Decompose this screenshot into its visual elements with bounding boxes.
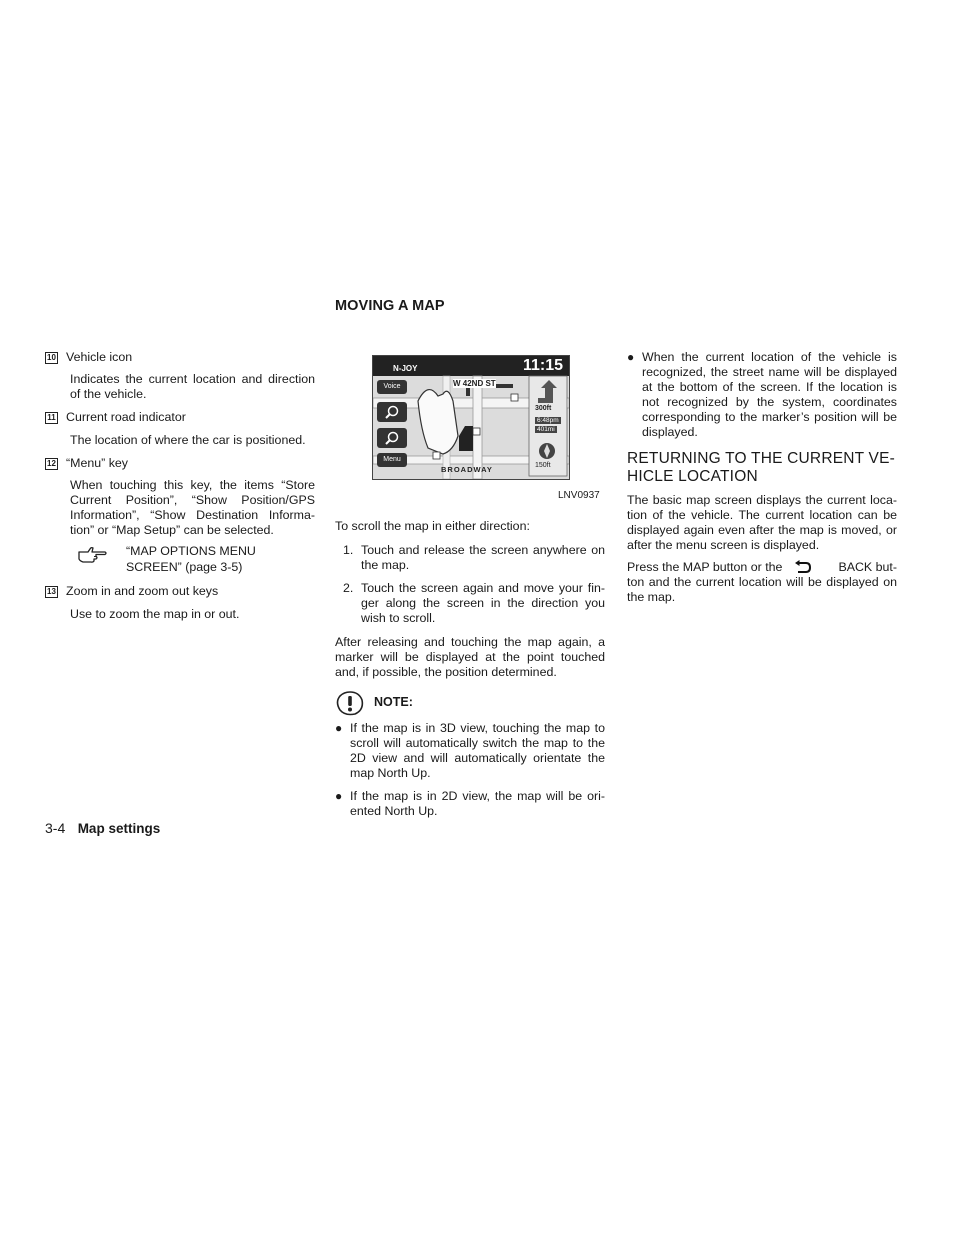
page-footer	[45, 820, 160, 838]
column-1	[45, 350, 315, 622]
after-release-text: After releasing and touching the map again, a marker will be displayed at the point touched and, if possible, the position determined.	[335, 635, 605, 679]
zoom-in-button[interactable]	[377, 402, 407, 422]
item-12-desc: When touching this key, the items “Store Current Position”, “Show Position/GPS Information”, “Show Destination Informa- tion” or “Map Setup” can be selected.	[70, 478, 315, 537]
street-bottom-label: BROADWAY	[441, 465, 493, 474]
zoom-out-button[interactable]	[377, 428, 407, 448]
eta-time-label: 6:48pm	[537, 417, 559, 424]
press-map-text: Press the MAP button or the BACK but- ton and the current location will be displayed on the map.	[627, 560, 897, 604]
navigation-screen-figure	[372, 355, 570, 480]
street-name-bullet: ● When the current location of the vehicle is recognized, the street name will be displayed at the bottom of the screen. If the location is not recognized by the system, coordinates corresponding to the marker’s position will be displayed.	[627, 350, 897, 439]
reference-line-2: SCREEN” (page 3-5)	[126, 560, 243, 574]
note-2: ● If the map is in 2D view, the map will be ori- ented North Up.	[335, 789, 605, 818]
step-1: 1. Touch and release the screen anywhere on the map.	[343, 543, 605, 572]
scroll-intro: To scroll the map in either direction:	[335, 519, 530, 533]
page-number: 3-4	[45, 820, 66, 836]
section-heading-moving-a-map: MOVING A MAP	[335, 298, 445, 314]
back-arrow-icon	[794, 560, 812, 575]
caution-icon	[335, 690, 365, 716]
item-number-box: 11	[45, 412, 58, 424]
item-11-desc: The location of where the car is positioned.	[70, 433, 306, 447]
step-2: 2. Touch the screen again and move your fin- ger along the screen in the direction you wish to scroll.	[343, 581, 605, 625]
basic-map-text: The basic map screen displays the current loca- tion of the vehicle. The current location can be displayed again even after the map is moved, or after the menu screen is displayed.	[627, 493, 897, 552]
eta-distance-label: 401mi	[537, 426, 555, 433]
column-3	[627, 350, 897, 605]
item-number-box: 13	[45, 586, 58, 598]
item-13-desc: Use to zoom the map in or out.	[70, 607, 240, 621]
column-2-text	[335, 519, 605, 819]
scale-label: 150ft	[535, 462, 551, 469]
magnifier-plus-icon	[377, 402, 407, 422]
note-header	[335, 690, 605, 716]
reference-line-1: “MAP OPTIONS MENU	[126, 544, 256, 558]
pointing-hand-icon	[78, 544, 108, 564]
item-10-label: 10 Vehicle icon	[45, 350, 315, 365]
street-top-label: W 42ND ST	[453, 379, 496, 388]
note-title: NOTE:	[374, 695, 413, 709]
item-13-label: 13 Zoom in and zoom out keys	[45, 584, 315, 599]
item-number-box: 12	[45, 458, 58, 470]
menu-button[interactable]: Menu	[377, 453, 407, 467]
clock-label: 11:15	[523, 357, 564, 374]
station-label: N-JOY	[393, 364, 418, 373]
item-10-desc: Indicates the current location and direction of the vehicle.	[70, 372, 315, 401]
section-heading-returning: RETURNING TO THE CURRENT VE- HICLE LOCATION	[627, 450, 895, 485]
turn-distance-label: 300ft	[535, 405, 552, 412]
item-12-label: 12 “Menu” key	[45, 456, 315, 471]
item-number-box: 10	[45, 352, 58, 364]
chapter-title: Map settings	[77, 821, 161, 836]
magnifier-minus-icon	[377, 428, 407, 448]
figure-id: LNV0937	[558, 490, 600, 501]
item-11-label: 11 Current road indicator	[45, 410, 315, 425]
note-1: ● If the map is in 3D view, touching the map to scroll will automatically switch the map to the 2D view and will automatically orientate the map North Up.	[335, 721, 605, 780]
reference-block	[45, 544, 315, 582]
voice-button[interactable]: Voice	[377, 380, 407, 394]
